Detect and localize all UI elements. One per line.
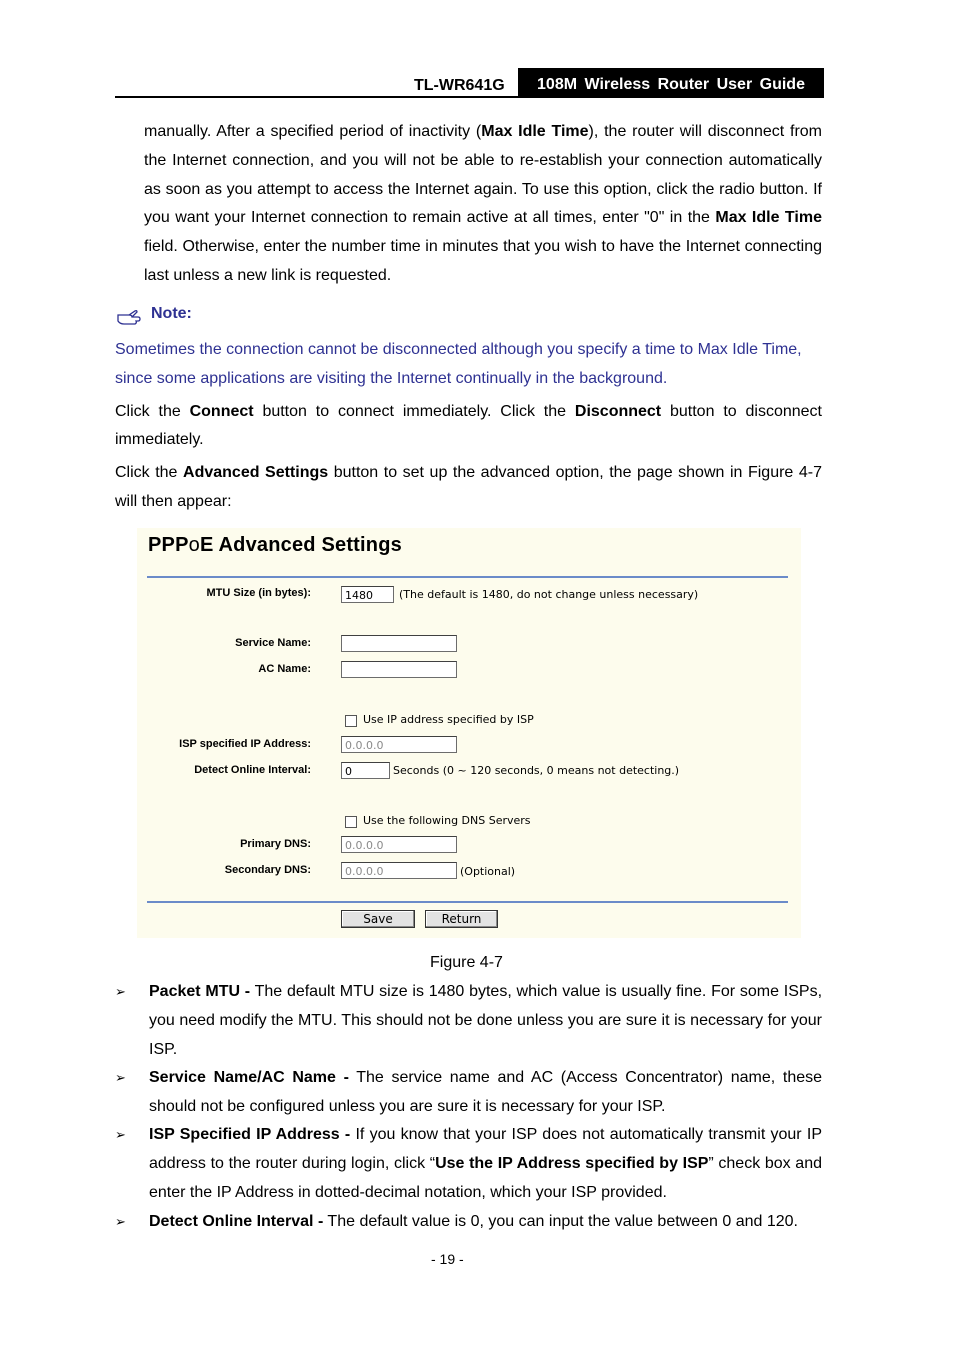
isp-ip-checkbox[interactable]: [345, 715, 357, 727]
bullet-packet-mtu: [149, 978, 822, 1064]
p3-bold-advanced: Advanced Settings: [183, 464, 329, 481]
bullet-detect-text: The default value is 0, you can input the value between 0 and 120.: [323, 1213, 798, 1230]
dns-checkbox[interactable]: [345, 816, 357, 828]
detect-interval-hint: Seconds (0 ~ 120 seconds, 0 means not detecting.): [393, 764, 680, 777]
bullet-isp-bold-2: Use the IP Address specified by ISP: [435, 1154, 709, 1172]
paragraph-max-idle: [144, 118, 822, 291]
p2-text-a: Click the: [115, 403, 190, 420]
bullet-isp-text-b: ” check box and enter the IP Address in dotted-decimal notation, which your ISP provided.: [149, 1154, 823, 1201]
isp-ip-checkbox-label: Use IP address specified by ISP: [363, 713, 534, 726]
isp-ip-input[interactable]: 0.0.0.0: [341, 736, 457, 753]
ac-name-input[interactable]: [341, 661, 457, 678]
mtu-hint: (The default is 1480, do not change unless necessary): [399, 588, 699, 601]
secondary-dns-input[interactable]: 0.0.0.0: [341, 862, 457, 879]
p2-bold-disconnect: Disconnect: [574, 403, 662, 420]
mtu-input[interactable]: 1480: [341, 586, 394, 603]
figure-title: PPPoE Advanced Settings: [148, 534, 402, 556]
bullet-service-name: [149, 1064, 822, 1122]
figure-bottom-rule: [147, 901, 788, 903]
paragraph-advanced: [115, 459, 822, 516]
bullet-glyph: ➢: [115, 1127, 126, 1142]
bullet-glyph: ➢: [115, 1214, 126, 1229]
pointing-hand-icon: [116, 307, 142, 325]
note-label: Note:: [151, 305, 192, 322]
p1-text-d: field. Otherwise, enter the number time in minutes that you wish to have the Internet connecting last unless a new link is requested.: [144, 238, 822, 284]
p3-text-a: Click the: [115, 464, 184, 481]
header-title: 108M Wireless Router User Guide: [518, 68, 824, 98]
p1-bold-max-idle-2: Max Idle Time: [715, 209, 822, 227]
page-number: - 19 -: [431, 1251, 464, 1267]
dns-checkbox-label: Use the following DNS Servers: [363, 814, 531, 827]
bullet-isp-ip: [149, 1121, 822, 1207]
p2-text-c: button to connect immediately. Click the: [253, 403, 575, 420]
header-rule: [115, 96, 824, 98]
bullet-mtu-text: The default MTU size is 1480 bytes, which value is usually fine. For some ISPs, you need modify the MTU. This should not be done unless you are sure it is necessary for your ISP.: [149, 983, 823, 1058]
figure-caption: Figure 4-7: [430, 954, 503, 971]
save-button[interactable]: Save: [341, 910, 415, 928]
isp-ip-label: ISP specified IP Address:: [179, 738, 311, 750]
pppoe-advanced-settings-figure: [137, 528, 801, 938]
primary-dns-label: Primary DNS:: [240, 838, 311, 850]
bullet-service-bold: Service Name/AC Name -: [149, 1069, 349, 1086]
header-model: TL-WR641G: [414, 77, 505, 94]
p3-text-c: button to set up the advanced option, the page shown in Figure 4-7 will then appear:: [115, 464, 822, 510]
p1-bold-max-idle: Max Idle Time: [481, 123, 589, 140]
primary-dns-input[interactable]: 0.0.0.0: [341, 836, 457, 853]
bullet-service-text: The service name and AC (Access Concentrator) name, these should not be configured unless you are sure it is necessary for your ISP.: [149, 1069, 823, 1115]
secondary-dns-label: Secondary DNS:: [224, 864, 311, 876]
bullet-glyph: ➢: [115, 984, 126, 999]
return-button[interactable]: Return: [425, 910, 498, 928]
p1-text-c: ), the router will disconnect from the Internet connection, and you will not be able to re-establish your connection automatically as soon as you attempt to access the Internet again. To use this option, click the radio button. If you want your Internet connection to remain active at all times, enter "0" in the: [144, 123, 822, 227]
p1-text-a: manually. After a specified period of inactivity (: [144, 123, 482, 140]
p2-bold-connect: Connect: [189, 403, 254, 420]
bullet-mtu-bold: Packet MTU -: [149, 983, 251, 1000]
bullet-isp-bold: ISP Specified IP Address -: [149, 1126, 351, 1143]
bullet-glyph: ➢: [115, 1070, 126, 1085]
p2-text-d: button to disconnect immediately.: [115, 403, 822, 448]
figure-top-rule: [147, 576, 788, 578]
service-name-label: Service Name:: [235, 637, 311, 649]
paragraph-connect: [115, 398, 822, 453]
bullet-detect-interval: [149, 1208, 839, 1237]
bullet-isp-text-a: If you know that your ISP does not automatically transmit your IP address to the router during login, click “: [149, 1126, 822, 1172]
detect-interval-label: Detect Online Interval:: [194, 764, 311, 776]
bullet-detect-bold: Detect Online Interval -: [149, 1213, 324, 1230]
optional-hint: (Optional): [460, 865, 516, 878]
ac-name-label: AC Name:: [258, 663, 311, 675]
detect-interval-input[interactable]: 0: [341, 762, 390, 779]
service-name-input[interactable]: [341, 635, 457, 652]
note-text: Sometimes the connection cannot be disconnected although you specify a time to Max Idle Time, since some applications are visiting the Internet continually in the background.: [115, 341, 802, 387]
mtu-label: MTU Size (in bytes):: [206, 587, 311, 599]
